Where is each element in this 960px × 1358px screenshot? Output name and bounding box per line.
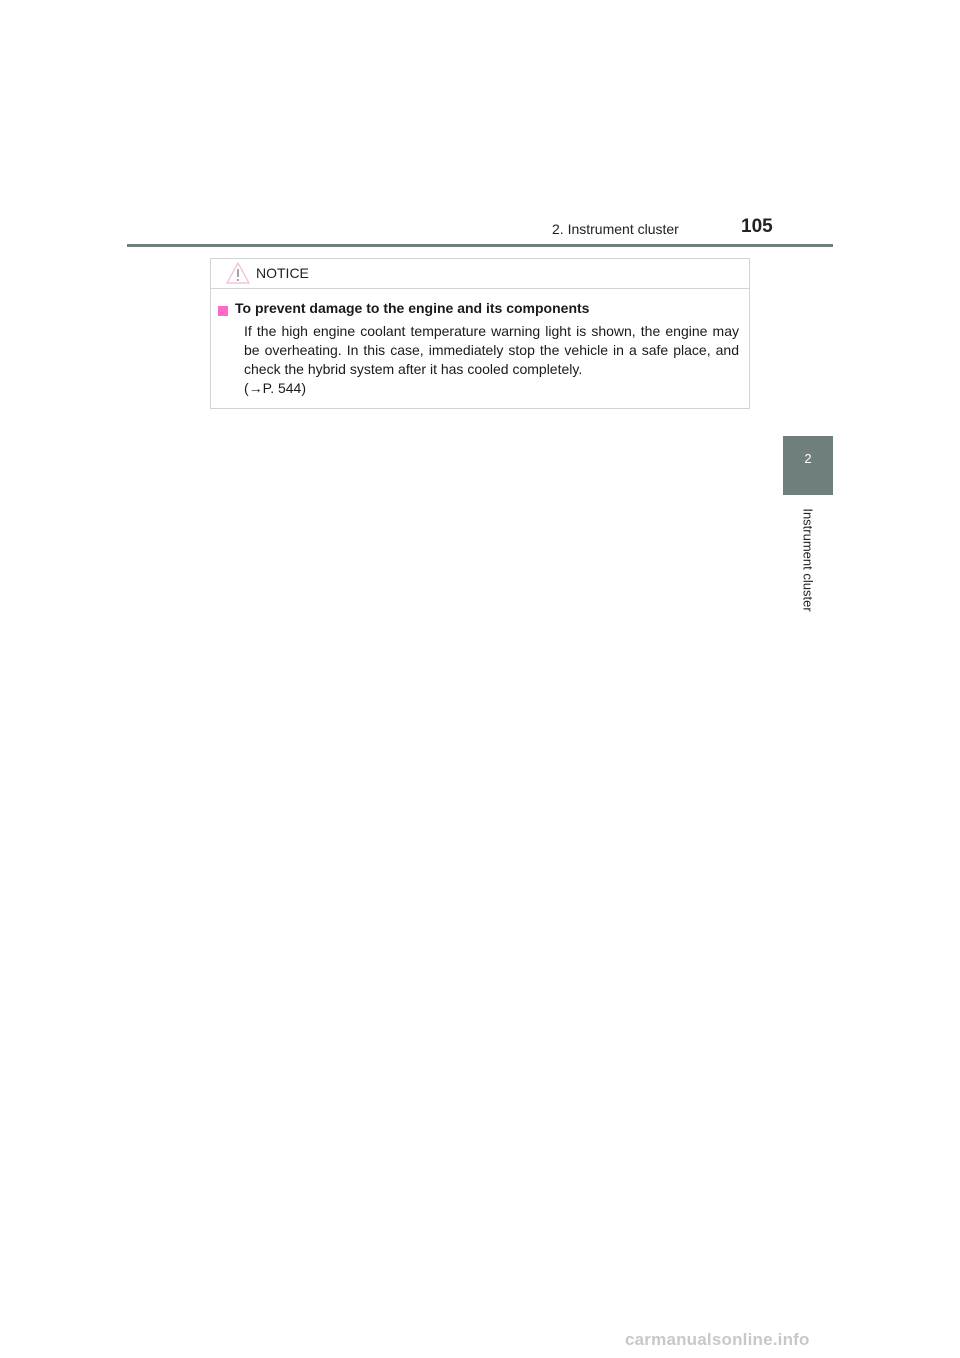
chapter-title: Instrument cluster — [800, 508, 816, 612]
notice-text: If the high engine coolant temperature warning light is shown, the engine may be overheating. In this case, immediately stop the vehicle in a safe place, and check the hybrid system after it has cooled completely. — [244, 323, 739, 377]
notice-body — [211, 289, 749, 398]
chapter-tab — [783, 436, 833, 495]
chapter-number: 2 — [804, 451, 812, 466]
notice-title: To prevent damage to the engine and its components — [235, 300, 590, 316]
notice-header — [211, 259, 749, 289]
bullet-square-icon — [218, 306, 228, 316]
page-reference-link[interactable]: (→P. 544) — [244, 380, 306, 396]
header-section-title: 2. Instrument cluster — [552, 221, 679, 237]
watermark-text: carmanualsonline.info — [625, 1330, 810, 1349]
page-number: 105 — [741, 216, 773, 237]
notice-box — [210, 258, 750, 409]
warning-triangle-icon — [226, 262, 250, 284]
header-divider — [127, 244, 833, 247]
notice-label: NOTICE — [256, 265, 309, 281]
